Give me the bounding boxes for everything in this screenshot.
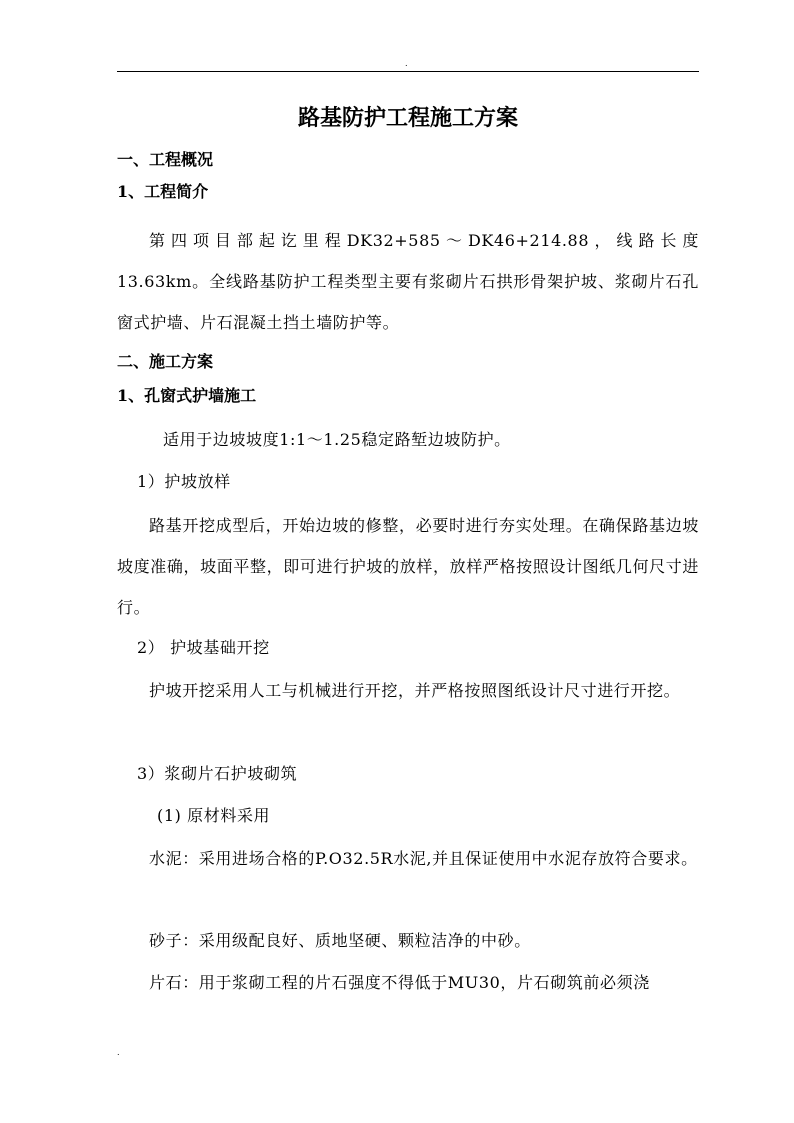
sub-heading-materials: (1) 原材料采用 (157, 806, 271, 825)
step-heading-masonry: 3）浆砌片石护坡砌筑 (137, 764, 298, 783)
sand-paragraph: 砂子：采用级配良好、质地坚硬、颗粒洁净的中砂。 (149, 931, 531, 950)
cement-paragraph: 水泥：采用进场合格的P.O32.5R水泥,并且保证使用中水泥存放符合要求。 (149, 849, 698, 868)
subsection-heading-window-wall: 1、孔窗式护墙施工 (117, 386, 257, 405)
foundation-paragraph: 护坡开挖采用人工与机械进行开挖，并严格按照图纸设计尺寸进行开挖。 (149, 681, 681, 700)
intro-paragraph: 第四项目部起讫里程DK32+585～DK46+214.88，线路长度13.63km。全线路基防护工程类型主要有浆砌片石拱形骨架护坡、浆砌片石孔窗式护墙、片石混凝土挡土墙防护等。 (117, 231, 699, 332)
header-mark: . (405, 59, 408, 68)
section-heading-overview: 一、工程概况 (117, 150, 214, 169)
section-heading-plan: 二、施工方案 (117, 352, 214, 371)
stone-paragraph: 片石：用于浆砌工程的片石强度不得低于MU30，片石砌筑前必须浇 (149, 973, 650, 992)
step-heading-layout: 1）护坡放样 (137, 472, 231, 491)
subsection-heading-intro: 1、工程简介 (117, 182, 209, 201)
applicability-text: 适用于边坡坡度1:1～1.25稳定路堑边坡防护。 (163, 430, 511, 449)
header-rule (117, 71, 699, 72)
layout-paragraph: 路基开挖成型后，开始边坡的修整，必要时进行夯实处理。在确保路基边坡坡度准确，坡面平整，即可进行护坡的放样，放样严格按照设计图纸几何尺寸进行。 (117, 516, 699, 617)
footer-mark: . (117, 1048, 120, 1057)
step-heading-foundation: 2） 护坡基础开挖 (137, 638, 270, 657)
document-title: 路基防护工程施工方案 (297, 105, 518, 131)
